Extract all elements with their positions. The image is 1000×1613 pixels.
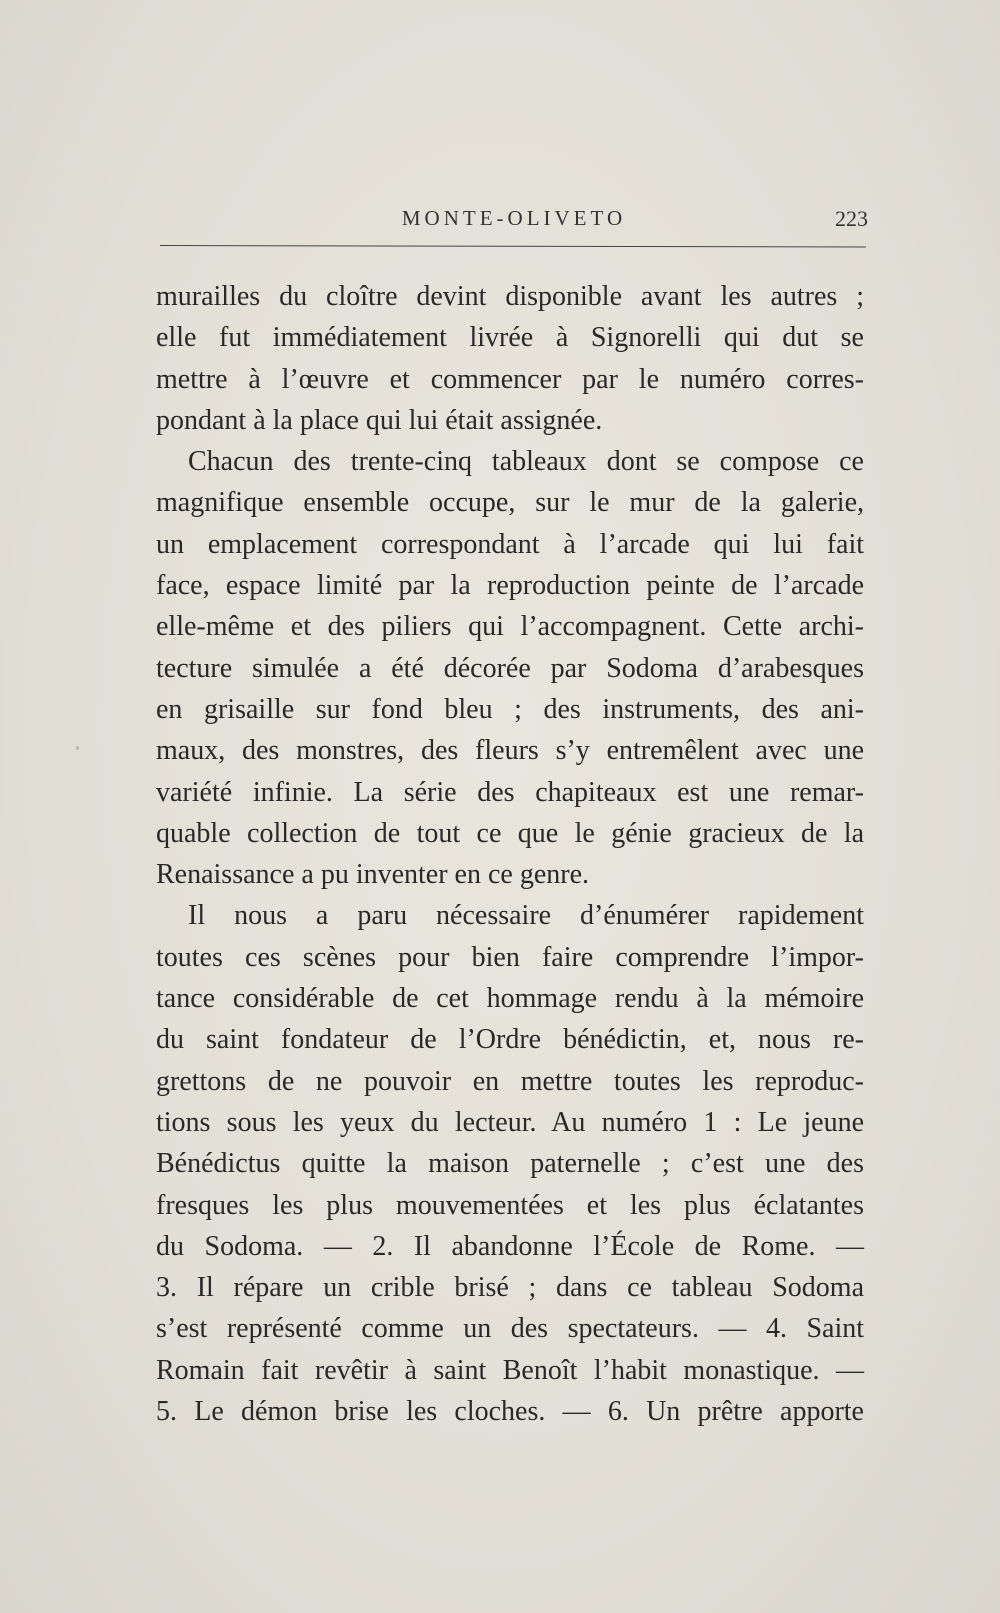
text-line: fresques les plus mouvementées et les plus éclatantes [156,1189,864,1221]
paragraph-3 [156,895,864,1432]
running-head [160,206,868,240]
text-line: tions sous les yeux du lecteur. Au numéro 1 : Le jeune [156,1106,864,1138]
text-line: mettre à l’œuvre et commencer par le numéro corres- [156,363,864,395]
text-line: Romain fait revêtir à saint Benoît l’habit monastique. — [156,1354,864,1386]
page-number: 223 [835,206,868,231]
text-line: elle fut immédiatement livrée à Signorelli qui dut se [156,322,864,354]
text-line: quable collection de tout ce que le génie gracieux de la [156,817,864,849]
text-line: Bénédictus quitte la maison paternelle ; c’est une des [156,1148,864,1180]
paragraph-1 [156,276,864,441]
text-line: en grisaille sur fond bleu ; des instruments, des ani- [156,693,864,725]
text-line: variété infinie. La série des chapiteaux est une remar- [156,776,864,808]
text-line: 5. Le démon brise les cloches. — 6. Un prêtre apporte [156,1396,864,1428]
text-line: du Sodoma. — 2. Il abandonne l’École de Rome. — [156,1230,864,1262]
text-line: 3. Il répare un crible brisé ; dans ce tableau Sodoma [156,1272,864,1304]
body-text [156,276,864,1432]
paragraph-2 [156,441,864,895]
text-line: toutes ces scènes pour bien faire comprendre l’impor- [156,941,864,973]
text-line: Il nous a paru nécessaire d’énumérer rapidement [188,900,864,932]
text-line: pondant à la place qui lui était assignée. [156,404,603,436]
running-title: MONTE-OLIVETO [401,206,627,230]
paper-speck [76,746,79,750]
text-line: murailles du cloître devint disponible avant les autres ; [156,281,864,312]
text-line: maux, des monstres, des fleurs s’y entremêlent avec une [156,735,864,767]
text-line: face, espace limité par la reproduction peinte de l’arcade [156,570,864,602]
text-line: s’est représenté comme un des spectateurs. — 4. Saint [156,1313,864,1345]
header-rule [160,245,866,247]
text-line: tecture simulée a été décorée par Sodoma d’arabesques [156,652,864,684]
text-line: magnifique ensemble occupe, sur le mur de la galerie, [156,487,864,519]
text-line: Renaissance a pu inventer en ce genre. [156,859,590,891]
text-line: elle-même et des piliers qui l’accompagnent. Cette archi- [156,611,864,643]
text-line: tance considérable de cet hommage rendu à la mémoire [156,983,864,1015]
text-line: un emplacement correspondant à l’arcade qui lui fait [156,528,864,560]
text-line: du saint fondateur de l’Ordre bénédictin, et, nous re- [156,1024,864,1056]
text-line: grettons de ne pouvoir en mettre toutes les reproduc- [156,1065,864,1097]
text-line: Chacun des trente-cinq tableaux dont se compose ce [188,446,864,478]
